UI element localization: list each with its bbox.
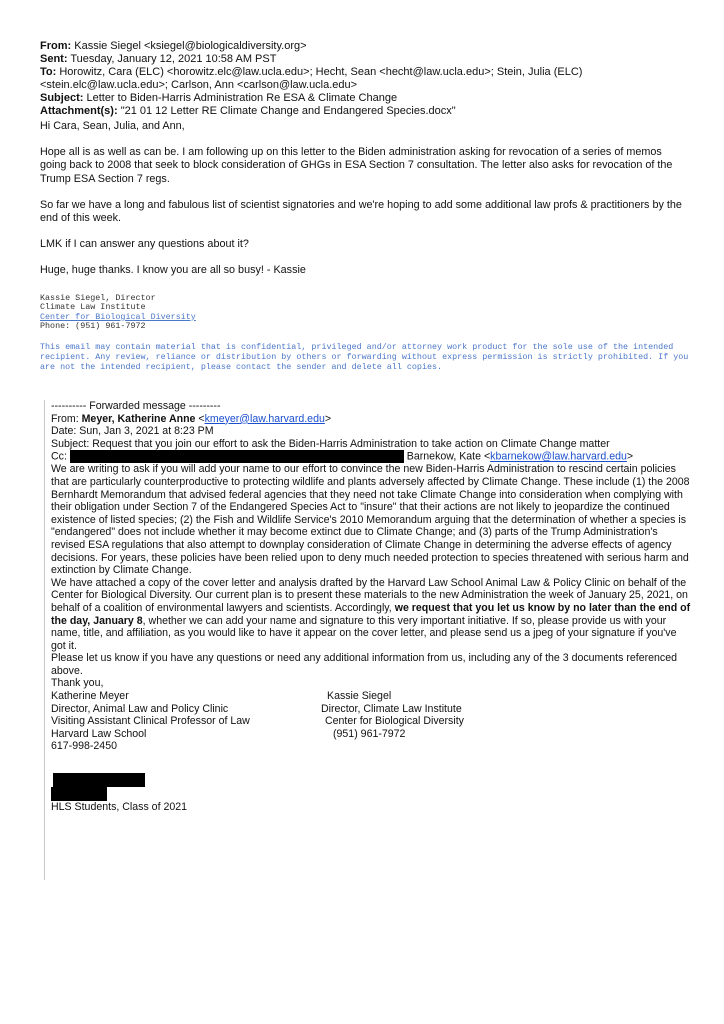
- students-line: HLS Students, Class of 2021: [51, 801, 188, 814]
- forward-thanks: Thank you,: [51, 677, 104, 690]
- forward-signatures: [51, 690, 691, 753]
- forward-from-name: Meyer, Katherine Anne: [81, 412, 196, 425]
- to-line: To: Horowitz, Cara (ELC) <horowitz.elc@law.ucla.edu>; Hecht, Sean <hecht@law.ucla.edu>; Stein, Julia (ELC) <stein.elc@law.ucla.edu>; Carlson, Ann <carlson@law.ucla.edu>: [40, 66, 583, 91]
- forward-from-email[interactable]: kmeyer@law.harvard.edu: [204, 412, 325, 425]
- attachment-line: Attachment(s): "21 01 12 Letter RE Climate Change and Endangered Species.docx": [40, 105, 456, 117]
- signature-name: Kassie Siegel, Director: [40, 292, 156, 303]
- forward-paragraph-3: Please let us know if you have any questions or need any additional information from us, including any of the 3 documents referenced above.: [51, 652, 677, 677]
- forward-cc-line: Cc: Barnekow, Kate <kbarnekow@law.harvard.edu>: [51, 450, 634, 463]
- from-line: From: Kassie Siegel <ksiegel@biologicaldiversity.org>: [40, 40, 307, 52]
- forwarded-message: [44, 400, 691, 880]
- subject-line: Subject: Letter to Biden-Harris Administration Re ESA & Climate Change: [40, 92, 398, 104]
- cc-email[interactable]: kbarnekow@law.harvard.edu: [490, 450, 627, 463]
- signature-institute: Climate Law Institute: [40, 302, 146, 313]
- body-paragraph-1: Hope all is as well as can be. I am following up on this letter to the Biden administration asking for revocation of a series of memos going back to 2008 that seek to block consideration of GHGs in ESA Section 7 consultation. The letter also asks for revocation of the Trump ESA Section 7 regs.: [40, 146, 673, 185]
- forward-from-line: From: Meyer, Katherine Anne <kmeyer@law.harvard.edu>: [51, 412, 332, 425]
- from-value: Kassie Siegel <ksiegel@biologicaldiversity.org>: [74, 40, 307, 52]
- redaction-box: [53, 773, 145, 787]
- forward-paragraph-2: We have attached a copy of the cover letter and analysis drafted by the Harvard Law School Animal Law & Policy Clinic on behalf of the Center for Biological Diversity. Our current plan is to present these materials to the new Administration the week of January 25, 2021, on behalf of a coalition of environmental lawyers and scientists. Accordingly, we request that you let us know by no later than the end of the day, January 8, whether we can add your name and signature to this very important initiative. If so, please provide us with your name, title, and affiliation, as you would like to have it appear on the cover letter, and please send us a jpeg of your signature if you've got it.: [51, 576, 691, 652]
- forward-date: Date: Sun, Jan 3, 2021 at 8:23 PM: [51, 425, 214, 438]
- confidentiality-disclaimer: This email may contain material that is confidential, privileged and/or attorney work product for the sole use of the intended recipient. Any review, reliance or distribution by others or forwarding without express permission is strictly prohibited. If you are not the intended recipient, please contact the sender and delete all copies.: [40, 342, 689, 372]
- signature-phone: Phone: (951) 961-7972: [40, 321, 146, 332]
- body-paragraph-4: Huge, huge thanks. I know you are all so busy! - Kassie: [40, 264, 306, 277]
- signature-block: [40, 294, 690, 332]
- forward-paragraph-1: We are writing to ask if you will add your name to our effort to convince the new Biden-Harris Administration to rescind certain policies that are particularly counterproductive to protecting wildlife and plants adversely affected by Climate Change. These include (1) the 2008 Bernhardt Memorandum that advised federal agencies that they need not take Climate Change into consideration when complying with their obligation under Section 7 of the Endangered Species Act to "insure" that their actions are not likely to jeopardize the continued existence of listed species; (2) the Fish and Wildlife Service's 2010 Memorandum arguing that the determination of whether a species is "endangered" does not include whether it may become extinct due to Climate Change; and (3) parts of the Trump Administration's revised ESA regulations that also attempt to downplay consideration of Climate Change in determining the adverse effects of agency decisions. For years, these policies have been relied upon to deny much needed protection to species threatened with serious harm and extinction by Climate Change.: [51, 463, 690, 577]
- email-header: [40, 40, 690, 118]
- redaction-box: [51, 787, 107, 801]
- left-signature: Katherine Meyer Director, Animal Law and Policy Clinic Visiting Assistant Clinical Professor of Law Harvard Law School 617-998-2450: [51, 690, 250, 753]
- greeting: Hi Cara, Sean, Julia, and Ann,: [40, 120, 185, 132]
- sent-value: Tuesday, January 12, 2021 10:58 AM PST: [70, 53, 277, 65]
- signature-org-link[interactable]: Center for Biological Diversity: [40, 311, 196, 322]
- cc-name: Barnekow, Kate <: [406, 450, 491, 463]
- body-paragraph-2: So far we have a long and fabulous list of scientist signatories and we're hoping to add some additional law profs & practitioners by the end of this week.: [40, 198, 682, 225]
- sent-line: Sent: Tuesday, January 12, 2021 10:58 AM PST: [40, 53, 277, 65]
- email-document: [40, 40, 690, 372]
- redaction-box: [70, 450, 404, 463]
- forward-banner: ---------- Forwarded message ---------: [51, 400, 221, 412]
- deadline-request: we request that you let us know by no later than the end of the day, January 8: [51, 601, 691, 627]
- attachment-value[interactable]: "21 01 12 Letter RE Climate Change and Endangered Species.docx": [120, 105, 456, 117]
- subject-value: Letter to Biden-Harris Administration Re ESA & Climate Change: [86, 92, 398, 104]
- email-body: [40, 120, 690, 278]
- forward-subject: Subject: Request that you join our effort to ask the Biden-Harris Administration to take action on Climate Change matter: [51, 437, 610, 450]
- right-signature: Kassie Siegel Director, Climate Law Institute Center for Biological Diversity (951) 961-7972: [321, 690, 464, 740]
- body-paragraph-3: LMK if I can answer any questions about it?: [40, 238, 249, 251]
- to-value: Horowitz, Cara (ELC) <horowitz.elc@law.ucla.edu>; Hecht, Sean <hecht@law.ucla.edu>; Stein, Julia (ELC) <stein.elc@law.ucla.edu>; Carlson, Ann <carlson@law.ucla.edu>: [40, 66, 583, 91]
